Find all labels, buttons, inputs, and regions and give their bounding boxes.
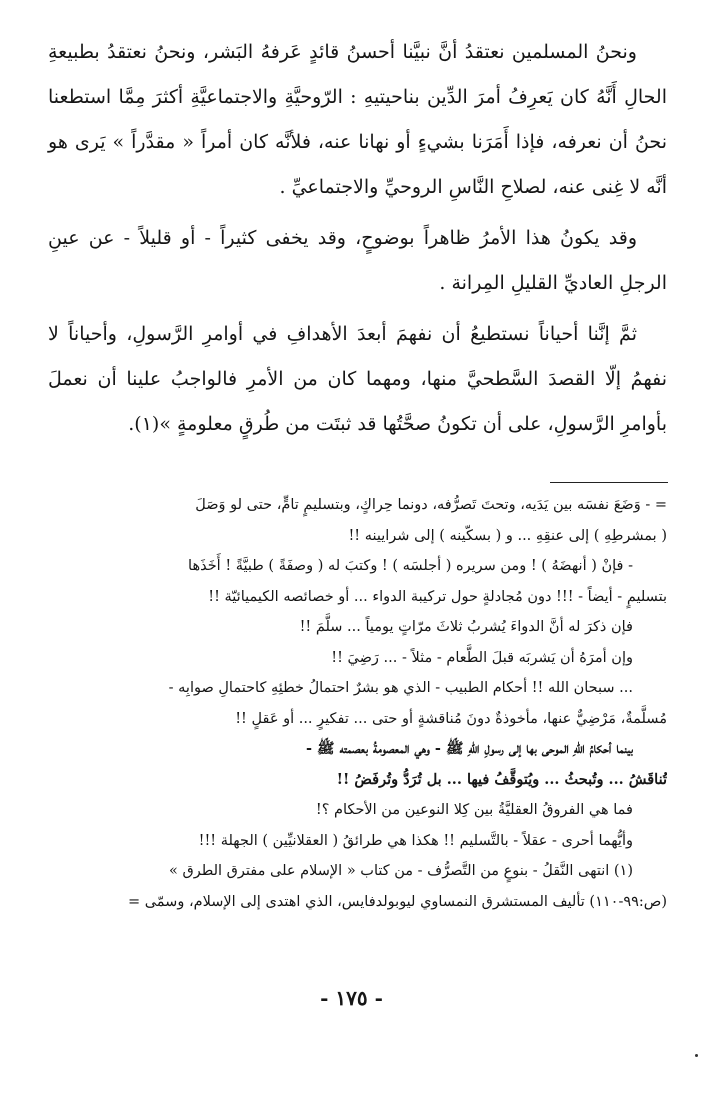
footnote-line-10: تُناقَشُ ... وتُبحثُ ... ويُتوقَّفُ فيها ... بل تُرَدُّ وتُرفَضُ !!	[336, 770, 667, 788]
footnote-line-1: = - وَضَعَ نفسَه بين يَدَيه، وتحتَ تَصرُّفه، دونما حِراكٍ، وبتسليمٍ تامٍّ، حتى لو وَصَلَ	[195, 497, 667, 513]
footnote-line-5: فإن ذكرَ له أنَّ الدواءَ يُشربُ ثلاثَ مرّاتٍ يومياً ... سلَّمَ !!	[299, 619, 633, 635]
scan-mark	[695, 1054, 698, 1057]
page-number: - ١٧٥ -	[320, 986, 383, 1010]
main-paragraph-3: ثمَّ إنَّنا أحياناً نستطيعُ أن نفهمَ أبعدَ الأهدافِ في أوامرِ الرَّسولِ، وأحياناً لا نفهمُ إلّا القصدَ السَّطحيَّ منها، ومهما كان من الأمرِ فالواجبُ علينا أن نعملَ بأوامرِ الرَّسولِ، على أن تكونُ صحَّتُها قد ثبتَت من طُرقٍ معلومةٍ »(١).	[48, 323, 667, 435]
footnote-line-7: ... سبحان الله !! أحكام الطبيب - الذي هو بشرٌ احتمالُ خطئِهِ كاحتمالِ صوابِه -	[168, 680, 633, 696]
footnote-line-2: ( بمشرطِهِ ) إلى عنقِهِ ... و ( بسكّينه ) إلى شرايينه !!	[348, 527, 667, 544]
footnotes	[38, 490, 667, 917]
footnote-line-4: بتسليمٍ - أيضاً - !!! دون مُجادلةٍ حول تركيبة الدواء ... أو خصائصه الكيميائيّة !!	[208, 588, 667, 605]
footnote-line-9: بينما أحكامُ اللهِ الموحى بها إلى رسولِ اللهِ ﷺ - وهي المعصومةُ بعصمته ﷺ -	[305, 740, 633, 757]
main-paragraph-1: ونحنُ المسلمين نعتقدُ أنَّ نبيَّنا أحسنُ قائدٍ عَرفهُ البَشر، ونحنُ نعتقدُ بطبيعةِ الحالِ أَنَّهُ كان يَعرِفُ أمرَ الدِّين بناحيتيهِ : الرّوحيَّةِ والاجتماعيَّةِ أكثرَ مِمَّا استطعنا نحنُ أن نعرفه، فإذا أَمَرَنا بشيءٍ أو نهانا عنه، فلأنَّه كان أمراً « مقدَّراً » يَرى هو أنَّه لا غِنى عنه، لصلاحِ النَّاسِ الروحيِّ والاجتماعيِّ .	[48, 41, 667, 198]
footnote-separator	[550, 482, 668, 483]
footnote-line-6: وإن أمرَهُ أن يَشربَه قبلَ الطَّعام - مثلاً - ... رَضِيَ !!	[331, 649, 633, 666]
main-paragraph-2: وقد يكونُ هذا الأمرُ ظاهراً بوضوحٍ، وقد يخفى كثيراً - أو قليلاً - عن عينِ الرجلِ العاديِّ القليلِ المِرانة .	[48, 227, 667, 294]
footnote-line-13: (١) انتهى النَّقلُ - بنوعٍ من التَّصرُّف - من كتاب « الإسلام على مفترق الطرق »	[168, 863, 633, 879]
footnote-line-11: فما هي الفروقُ العقليَّةُ بين كِلا النوعين من الأحكام ؟!	[315, 802, 633, 818]
footnote-line-12: وأيُّهما أحرى - عقلاً - بالتَّسليم !! هكذا هي طرائقُ ( العقلانيِّين ) الجهلة !!!	[198, 832, 633, 849]
footnote-line-8: مُسلَّمةٌ، مَرْضِيٌّ عنها، مأخوذةٌ دونَ مُناقشةٍ أو حتى ... تفكيرٍ ... أو عَقلٍ !!	[235, 710, 667, 727]
main-text	[48, 30, 667, 447]
footnote-line-14: (ص:٩٩-١١٠) تأليف المستشرق النمساوي ليوبولدفايس، الذي اهتدى إلى الإسلام، وسمّى =	[127, 893, 667, 910]
footnote-line-3: - فإنْ ( أنهضَهُ ) ! ومن سريره ( أجلسَه ) ! وكتبَ له ( وصفَةً ) طبيَّةً ! أَخَذَها	[188, 558, 633, 574]
